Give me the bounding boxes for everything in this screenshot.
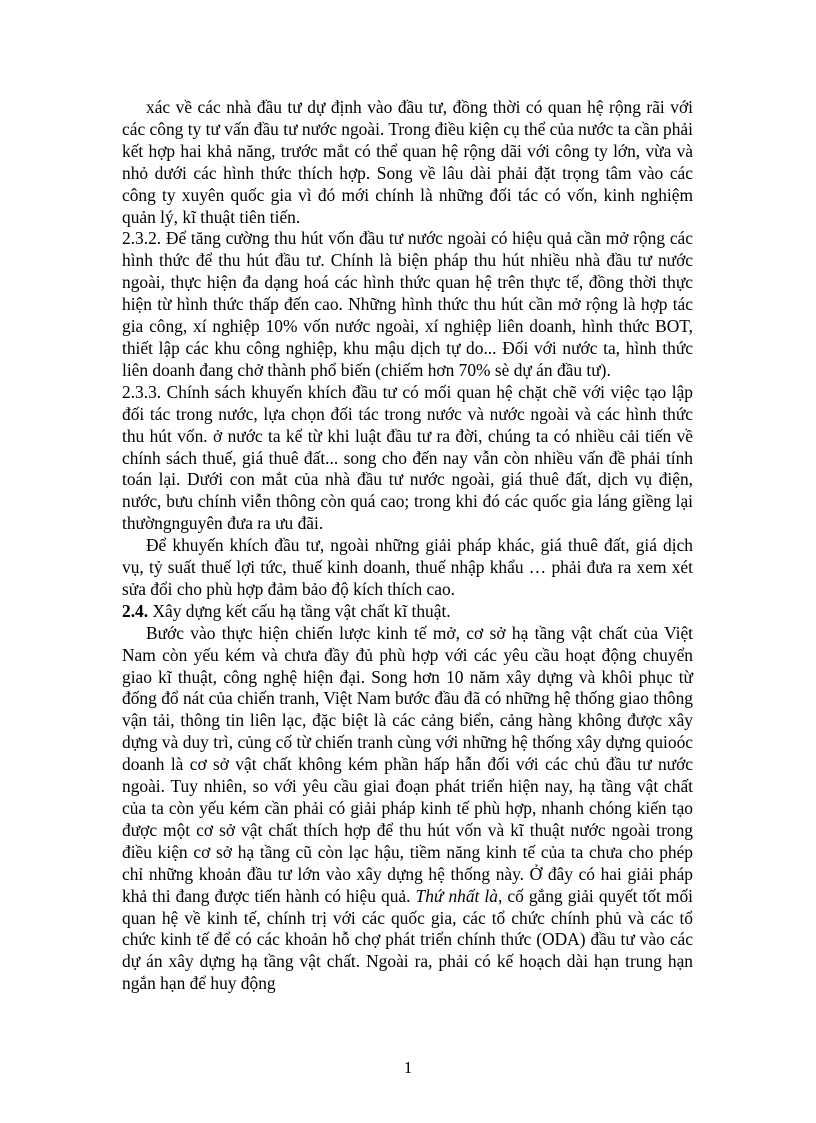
section-number: 2.4. — [122, 600, 149, 621]
paragraph-incentives: Để khuyến khích đầu tư, ngoài những giải pháp khác, giá thuê đất, giá dịch vụ, tỷ suất thuế lợi tức, thuế kinh doanh, thuế nhập khẩu … phải đưa ra xem xét sửa đổi cho phù hợp đảm bảo độ kích thích cao. — [122, 535, 693, 599]
body-text — [122, 97, 693, 995]
section-heading-2-4 — [122, 601, 693, 623]
section-title: Xây dựng kết cấu hạ tầng vật chất kĩ thuật. — [148, 600, 451, 621]
paragraph-infrastructure — [122, 623, 693, 995]
paragraph-continuation: xác về các nhà đầu tư dự định vào đầu tư, đồng thời có quan hệ rộng rãi với các công ty tư vấn đầu tư nước ngoài. Trong điều kiện cụ thể của nước ta cần phải kết hợp hai khả năng, trước mắt có thể quan hệ rộng dãi với công ty lớn, vừa và nhỏ dưới các hình thức thích hợp. Song về lâu dài phải đặt trọng tâm vào các công ty xuyên quốc gia vì đó mới chính là những đối tác có vốn, kinh nghiệm quản lý, kĩ thuật tiên tiến. — [122, 97, 693, 227]
paragraph-infrastructure-part1: Bước vào thực hiện chiến lược kinh tế mở, cơ sở hạ tầng vật chất của Việt Nam còn yếu kém và chưa đầy đủ phù hợp với các yêu cầu hoạt động chuyển giao kĩ thuật, công nghệ hiện đại. Song hơn 10 năm xây dựng và khôi phục từ đống đổ nát của chiến tranh, Việt Nam bước đầu đã có những hệ thống giao thông vận tải, thông tin liên lạc, đặc biệt là các cảng biển, cảng hàng không được xây dựng và duy trì, củng cố từ chiến tranh cùng với những hệ thống xây dựng quioóc doanh là cơ sở vật chất không kém phần hấp hẫn đối với các chủ đầu tư nước ngoài. Tuy nhiên, so với yêu cầu giai đoạn phát triển hiện nay, hạ tầng vật chất của ta còn yếu kém cần phải có giải pháp kinh tế phù hợp, nhanh chóng kiến tạo được một cơ sở vật chất thích hợp để thu hút vốn và kĩ thuật nước ngoài trong điều kiện cơ sở hạ tầng cũ còn lạc hậu, tiềm năng kinh tế của ta chưa cho phép chỉ những khoản đầu tư lớn vào xây dựng hệ thống này. Ở đây có hai giải pháp khả thi đang được tiến hành có hiệu quả. — [122, 622, 693, 906]
paragraph-infrastructure-italic: Thứ nhất là, — [415, 885, 503, 906]
paragraph-2-3-3: 2.3.3. Chính sách khuyến khích đầu tư có mối quan hệ chặt chẽ với việc tạo lập đối tác trong nước, lựa chọn đối tác trong nước và nước ngoài và các hình thức thu hút vốn. ở nước ta kể từ khi luật đầu tư ra đời, chúng ta có nhiều cải tiến về chính sách thuế, giá thuê đất... song cho đến nay vẫn còn nhiều vấn đề phải tính toán lại. Dưới con mắt của nhà đầu tư nước ngoài, giá thuê đất, dịch vụ điện, nước, bưu chính viễn thông còn quá cao; trong khi đó các quốc gia láng giềng lại thườngnguyên đưa ra ưu đãi. — [122, 381, 693, 534]
paragraph-2-3-2: 2.3.2. Để tăng cường thu hút vốn đầu tư nước ngoài có hiệu quả cần mở rộng các hình thức để thu hút đầu tư. Chính là biện pháp thu hút nhiều nhà đầu tư nước ngoài, thực hiện đa dạng hoá các hình thức quan hệ trên thực tế, đồng thời thực hiện từ hình thức thấp đến cao. Những hình thức thu hút cần mở rộng là hợp tác gia công, xí nghiệp 10% vốn nước ngoài, xí nghiệp liên doanh, hình thức BOT, thiết lập các khu công nghiệp, khu mậu dịch tự do... Đối với nước ta, hình thức liên doanh đang chở thành phổ biến (chiếm hơn 70% sè dự án đầu tư). — [122, 228, 693, 380]
paragraph-infrastructure-part2: cố gắng giải quyết tốt mối quan hệ về kinh tế, chính trị với các quốc gia, các tổ chức chính phủ và các tổ chức kinh tế để có các khoản hỗ chợ phát triển chính thức (ODA) đầu tư vào các dự án xây dựng hạ tầng vật chất. Ngoài ra, phải có kế hoạch dài hạn trung hạn ngắn hạn để huy động — [122, 885, 693, 994]
page-number: 1 — [403, 1058, 413, 1077]
